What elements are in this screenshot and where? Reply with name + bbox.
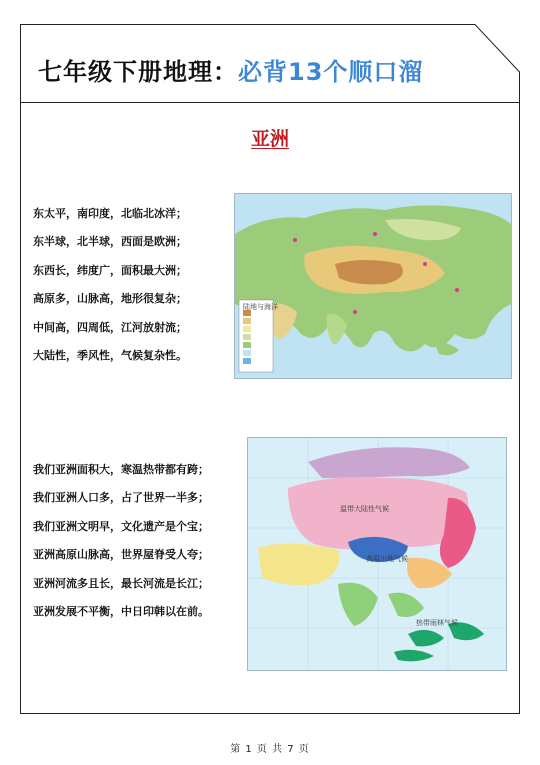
verse-line: 东太平，南印度，北临北冰洋；	[33, 207, 187, 220]
verse-line: 我们亚洲文明早，文化遗产是个宝；	[33, 519, 209, 533]
verse-line: 我们亚洲人口多，占了世界一半多；	[33, 491, 209, 505]
verse-line: 东西长，纬度广，面积最大洲；	[33, 263, 187, 277]
asia-physical-map-image	[235, 194, 511, 378]
verse-line: 亚洲河流多且长，最长河流是长江；	[33, 576, 209, 590]
asia-physical-map	[234, 193, 512, 379]
verse-line: 我们亚洲面积大，寒温热带都有跨；	[33, 463, 209, 476]
section-heading: 亚洲	[250, 128, 289, 150]
verse-line: 亚洲高原山脉高，世界屋脊受人夸；	[33, 548, 209, 562]
map-label-temperate: 温带大陆性气候	[340, 505, 389, 513]
verse-line: 东半球，北半球，西面是欧洲；	[33, 235, 187, 249]
map-label-highland: 高原山地气候	[366, 555, 408, 563]
verse-line: 高原多，山脉高，地形很复杂；	[33, 292, 187, 306]
verse-block-2	[33, 456, 209, 626]
title-prefix: 七年级下册地理：	[38, 58, 238, 86]
verse-line: 大陆性，季风性，气候复杂性。	[33, 348, 187, 362]
verse-line: 亚洲发展不平衡，中日印韩以在前。	[33, 604, 209, 618]
page-title	[38, 52, 423, 87]
title-highlight: 必背13个顺口溜	[238, 58, 424, 86]
verse-block-1	[33, 200, 187, 370]
verse-line: 中间高，四周低，江河放射流；	[33, 320, 187, 334]
asia-climate-map	[247, 437, 507, 671]
map-legend-title: 陆地与海洋	[243, 303, 278, 311]
map-label-tropical: 热带雨林气候	[416, 619, 458, 627]
page-footer: 第 1 页 共 7 页	[230, 744, 310, 755]
